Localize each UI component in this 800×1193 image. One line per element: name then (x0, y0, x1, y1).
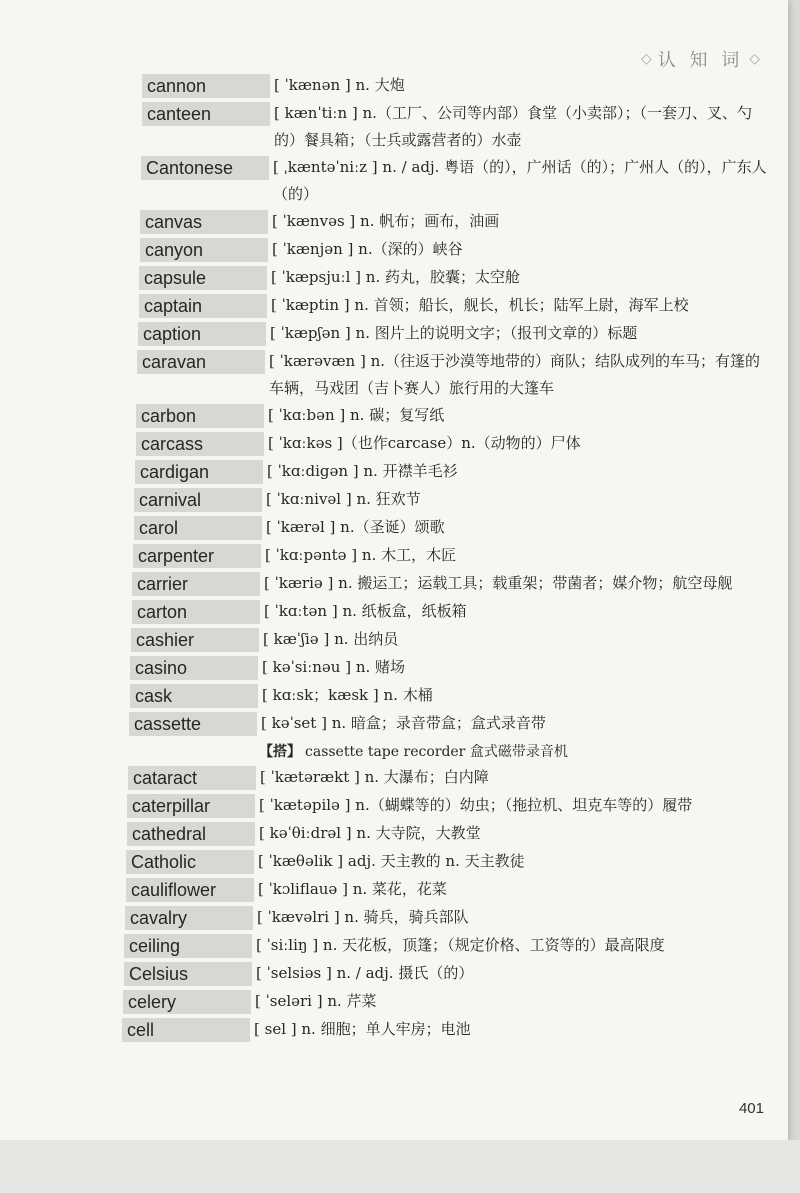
headword: cashier (131, 628, 259, 652)
headword: canvas (140, 210, 268, 234)
definition: [ ˈkætəpilə ] n.（蝴蝶等的）幼虫；（拖拉机、坦克车等的）履带 (259, 796, 693, 814)
definition: [ ˈkɑːnivəl ] n. 狂欢节 (266, 490, 421, 508)
definition: [ ˈkænvəs ] n. 帆布；画布，油画 (272, 212, 500, 230)
definition: [ kɑːsk；kæsk ] n. 木桶 (262, 686, 433, 704)
headword: caption (138, 322, 266, 346)
definition: [ ˈsiːliŋ ] n. 天花板，顶篷；（规定价格、工资等的）最高限度 (256, 936, 665, 954)
headword: caterpillar (127, 794, 255, 818)
entry-carrier (0, 570, 788, 598)
headword: caravan (137, 350, 265, 374)
definition: [ ˈkɑːkəs ]（也作carcase）n.（动物的）尸体 (268, 434, 581, 452)
headword: capsule (139, 266, 267, 290)
entry-carton (0, 598, 788, 626)
headword: carnival (134, 488, 262, 512)
entry-ceiling (0, 932, 788, 960)
headword: casino (130, 656, 258, 680)
definition: [ ˈkænjən ] n.（深的）峡谷 (272, 240, 463, 258)
entry-catholic (0, 848, 788, 876)
entry-cashier (0, 626, 788, 654)
definition: [ ˈkævəlri ] n. 骑兵，骑兵部队 (257, 908, 469, 926)
entry-carol (0, 514, 788, 542)
definition: [ ˈkæptin ] n. 首领；船长，舰长，机长；陆军上尉，海军上校 (271, 296, 689, 314)
word-list (0, 72, 788, 1044)
collocation-tag: 【搭】 (259, 744, 301, 760)
entry-capsule (0, 264, 788, 292)
headword: carcass (136, 432, 264, 456)
collocation-note (259, 738, 788, 764)
definition: [ kænˈtiːn ] n.（工厂、公司等内部）食堂（小卖部）；（一套刀、叉、勺的）餐具箱；（士兵或露营者的）水壶 (274, 104, 752, 149)
entry-carpenter (0, 542, 788, 570)
definition: [ ˈkæθəlik ] adj. 天主教的 n. 天主教徒 (258, 852, 525, 870)
entry-canvas (0, 208, 788, 236)
entry-cauliflower (0, 876, 788, 904)
diamond-right-icon: ◇ (749, 51, 760, 67)
definition: [ ˈselsiəs ] n. / adj. 摄氏（的） (256, 964, 474, 982)
entry-caption (0, 320, 788, 348)
entry-cataract (0, 764, 788, 792)
headword: cannon (142, 74, 270, 98)
definition: [ ˈseləri ] n. 芹菜 (255, 992, 377, 1010)
definition: [ ˈkærəl ] n.（圣诞）颂歌 (266, 518, 445, 536)
scan-margin (0, 1140, 800, 1193)
entry-carnival (0, 486, 788, 514)
definition: [ ˈkærəvæn ] n.（往返于沙漠等地带的）商队；结队成列的车马；有篷的车辆，马戏团（吉卜赛人）旅行用的大篷车 (269, 352, 761, 397)
definition: [ kæˈʃiə ] n. 出纳员 (263, 630, 399, 648)
headword: carol (134, 516, 262, 540)
entry-cantonese (0, 154, 788, 208)
headword: cataract (128, 766, 256, 790)
headword: carbon (136, 404, 264, 428)
definition: [ ˈkætərækt ] n. 大瀑布；白内障 (260, 768, 489, 786)
definition: [ ˈkæpsjuːl ] n. 药丸，胶囊；太空舱 (271, 268, 520, 286)
page-number: 401 (738, 1100, 764, 1117)
entry-cannon (0, 72, 788, 100)
definition: [ ˈkɑːbən ] n. 碳；复写纸 (268, 406, 445, 424)
headword: cavalry (125, 906, 253, 930)
headword: cell (122, 1018, 250, 1042)
collocation-text: cassette tape recorder 盒式磁带录音机 (305, 744, 568, 760)
headword: captain (139, 294, 267, 318)
entry-cell (0, 1016, 788, 1044)
headword: celery (123, 990, 251, 1014)
entry-cavalry (0, 904, 788, 932)
entry-celsius (0, 960, 788, 988)
entry-canyon (0, 236, 788, 264)
definition: [ kəˈθiːdrəl ] n. 大寺院，大教堂 (259, 824, 481, 842)
section-header (641, 46, 760, 72)
headword: cauliflower (126, 878, 254, 902)
entry-captain (0, 292, 788, 320)
definition: [ ˈkɑːtən ] n. 纸板盒，纸板箱 (264, 602, 467, 620)
entry-carcass (0, 430, 788, 458)
definition: [ sel ] n. 细胞；单人牢房；电池 (254, 1020, 471, 1038)
definition: [ ˈkæpʃən ] n. 图片上的说明文字；（报刊文章的）标题 (270, 324, 638, 342)
entry-caravan (0, 348, 788, 402)
section-title: 认 知 词 (657, 50, 744, 71)
headword: cask (130, 684, 258, 708)
entry-cassette (0, 710, 788, 738)
entry-cask (0, 682, 788, 710)
entry-caterpillar (0, 792, 788, 820)
diamond-left-icon: ◇ (640, 51, 652, 67)
entry-cardigan (0, 458, 788, 486)
headword: canyon (140, 238, 268, 262)
definition: [ ˈkænən ] n. 大炮 (274, 76, 405, 94)
headword: cardigan (135, 460, 263, 484)
headword: carrier (132, 572, 260, 596)
entry-celery (0, 988, 788, 1016)
headword: Cantonese (141, 156, 269, 180)
definition: [ kəˈset ] n. 暗盒；录音带盒；盒式录音带 (261, 714, 546, 732)
headword: ceiling (124, 934, 252, 958)
definition: [ ˈkæriə ] n. 搬运工；运载工具；载重架；带菌者；媒介物；航空母舰 (264, 574, 733, 592)
headword: carpenter (133, 544, 261, 568)
headword: cathedral (127, 822, 255, 846)
headword: carton (132, 600, 260, 624)
definition: [ kəˈsiːnəu ] n. 赌场 (262, 658, 406, 676)
definition: [ ˈkɑːdigən ] n. 开襟羊毛衫 (267, 462, 458, 480)
headword: canteen (142, 102, 270, 126)
definition: [ ˌkæntəˈniːz ] n. / adj. 粤语（的），广州话（的）；广州人（的），广东人（的） (273, 158, 767, 203)
entry-cathedral (0, 820, 788, 848)
headword: cassette (129, 712, 257, 736)
headword: Celsius (124, 962, 252, 986)
entry-carbon (0, 402, 788, 430)
definition: [ ˈkɑːpəntə ] n. 木工，木匠 (265, 546, 457, 564)
definition: [ ˈkɔliflauə ] n. 菜花，花菜 (258, 880, 447, 898)
headword: Catholic (126, 850, 254, 874)
entry-casino (0, 654, 788, 682)
entry-canteen (0, 100, 788, 154)
